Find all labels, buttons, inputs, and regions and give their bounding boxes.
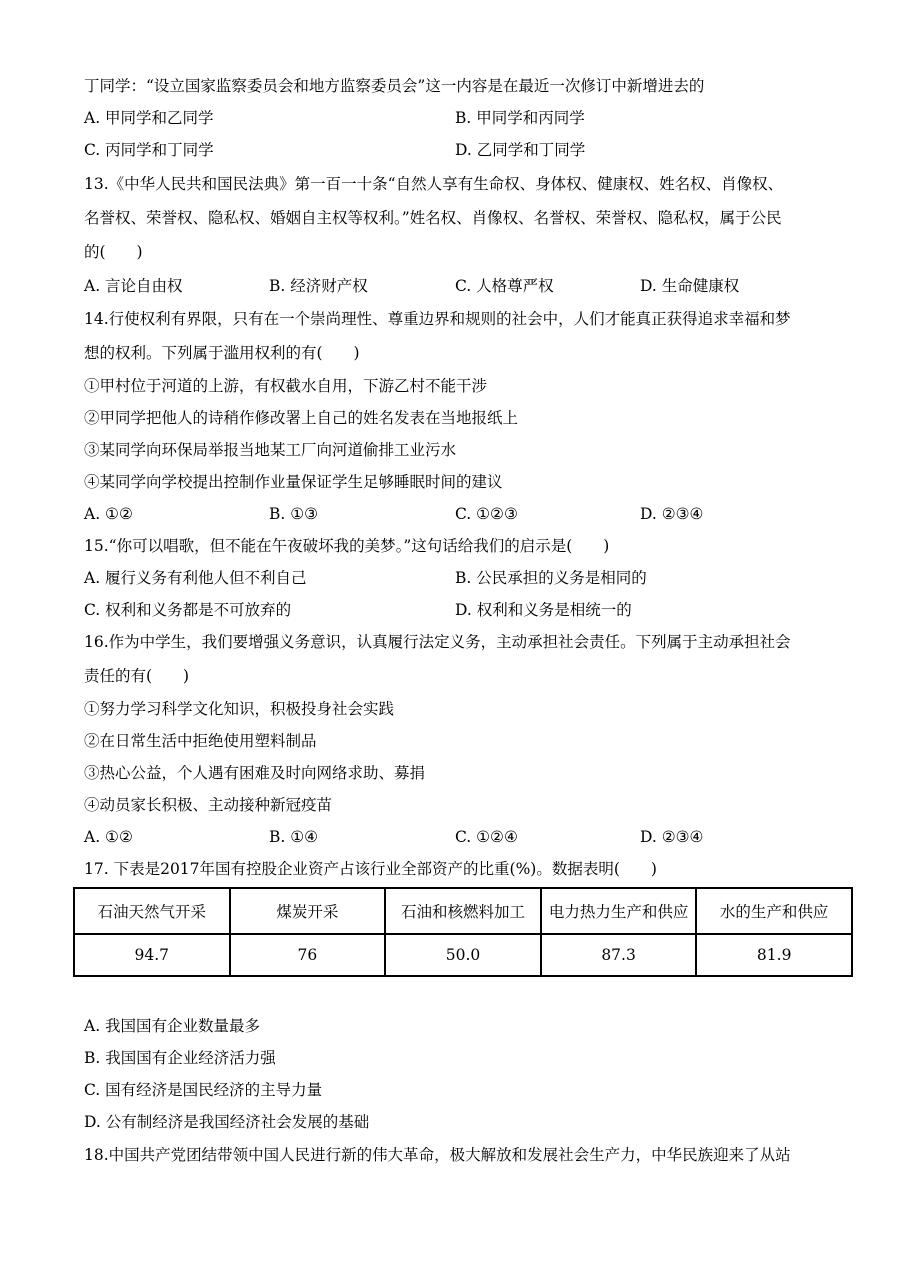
q13-option-b: B. 经济财产权 xyxy=(269,277,368,295)
q18-stem-line1: 18.中国共产党团结带领中国人民进行新的伟大革命，极大解放和发展社会生产力，中华民族迎来了从站 xyxy=(84,1146,791,1164)
q12-statement-ding: 丁同学：“设立国家监察委员会和地方监察委员会”这一内容是在最近一次修订中新增进去的 xyxy=(84,77,705,95)
q16-option-a: A. ①② xyxy=(84,828,133,846)
q17-option-d: D. 公有制经济是我国经济社会发展的基础 xyxy=(84,1113,370,1131)
q14-option-c: C. ①②③ xyxy=(455,505,518,523)
table-header-cell: 水的生产和供应 xyxy=(696,888,852,934)
table-cell: 76 xyxy=(230,934,386,976)
q12-option-a: A. 甲同学和乙同学 xyxy=(84,109,214,127)
q16-item-2: ②在日常生活中拒绝使用塑料制品 xyxy=(84,732,317,750)
q16-stem-line1: 16.作为中学生，我们要增强义务意识，认真履行法定义务，主动承担社会责任。下列属于主动承担社会 xyxy=(84,633,791,651)
q13-stem-line2: 名誉权、荣誉权、隐私权、婚姻自主权等权利。”姓名权、肖像权、名誉权、荣誉权、隐私权，属于公民 xyxy=(84,209,782,227)
q13-option-c: C. 人格尊严权 xyxy=(455,277,554,295)
table-header-cell: 石油和核燃料加工 xyxy=(385,888,541,934)
q17-option-b: B. 我国国有企业经济活力强 xyxy=(84,1049,276,1067)
q15-stem: 15.“你可以唱歌，但不能在午夜破坏我的美梦。”这句话给我们的启示是( ) xyxy=(84,537,610,555)
table-header-cell: 电力热力生产和供应 xyxy=(541,888,697,934)
q12-option-d: D. 乙同学和丁同学 xyxy=(455,141,586,159)
q14-item-4: ④某同学向学校提出控制作业量保证学生足够睡眠时间的建议 xyxy=(84,473,503,491)
q17-stem: 17. 下表是2017年国有控股企业资产占该行业全部资产的比重(%)。数据表明( ) xyxy=(84,860,657,878)
q15-option-b: B. 公民承担的义务是相同的 xyxy=(455,569,647,587)
q13-option-d: D. 生命健康权 xyxy=(640,277,740,295)
q16-stem-line2: 责任的有( ) xyxy=(84,667,190,685)
table-header-cell: 煤炭开采 xyxy=(230,888,386,934)
q16-option-b: B. ①④ xyxy=(269,828,319,846)
q13-stem-line1: 13.《中华人民共和国民法典》第一百一十条“自然人享有生命权、身体权、健康权、姓名权、肖像权、 xyxy=(84,175,784,193)
q13-option-a: A. 言论自由权 xyxy=(84,277,183,295)
q16-item-3: ③热心公益，个人遇有困难及时向网络求助、募捐 xyxy=(84,764,426,782)
q14-stem-line1: 14.行使权利有界限，只有在一个崇尚理性、尊重边界和规则的社会中，人们才能真正获得追求幸福和梦 xyxy=(84,310,791,328)
q15-option-a: A. 履行义务有利他人但不利自己 xyxy=(84,569,307,587)
state-assets-table xyxy=(73,887,853,977)
q17-option-c: C. 国有经济是国民经济的主导力量 xyxy=(84,1081,323,1099)
q13-stem-line3: 的( ) xyxy=(84,243,143,261)
q14-option-d: D. ②③④ xyxy=(640,505,704,523)
table-cell: 94.7 xyxy=(74,934,230,976)
q15-option-c: C. 权利和义务都是不可放弃的 xyxy=(84,601,292,619)
table-header-row xyxy=(74,888,852,934)
table-row xyxy=(74,934,852,976)
q16-option-c: C. ①②④ xyxy=(455,828,518,846)
q14-stem-line2: 想的权利。下列属于滥用权利的有( ) xyxy=(84,344,360,362)
table-header-cell: 石油天然气开采 xyxy=(74,888,230,934)
q15-option-d: D. 权利和义务是相统一的 xyxy=(455,601,632,619)
table-cell: 87.3 xyxy=(541,934,697,976)
table-cell: 81.9 xyxy=(696,934,852,976)
q16-item-4: ④动员家长积极、主动接种新冠疫苗 xyxy=(84,796,333,814)
q14-option-a: A. ①② xyxy=(84,505,133,523)
q12-option-c: C. 丙同学和丁同学 xyxy=(84,141,214,159)
table-cell: 50.0 xyxy=(385,934,541,976)
q16-option-d: D. ②③④ xyxy=(640,828,704,846)
q14-item-2: ②甲同学把他人的诗稍作修改署上自己的姓名发表在当地报纸上 xyxy=(84,409,519,427)
q12-option-b: B. 甲同学和丙同学 xyxy=(455,109,585,127)
q14-option-b: B. ①③ xyxy=(269,505,319,523)
q14-item-1: ①甲村位于河道的上游，有权截水自用，下游乙村不能干涉 xyxy=(84,377,488,395)
q14-item-3: ③某同学向环保局举报当地某工厂向河道偷排工业污水 xyxy=(84,441,457,459)
q17-option-a: A. 我国国有企业数量最多 xyxy=(84,1017,261,1035)
q16-item-1: ①努力学习科学文化知识，积极投身社会实践 xyxy=(84,700,395,718)
